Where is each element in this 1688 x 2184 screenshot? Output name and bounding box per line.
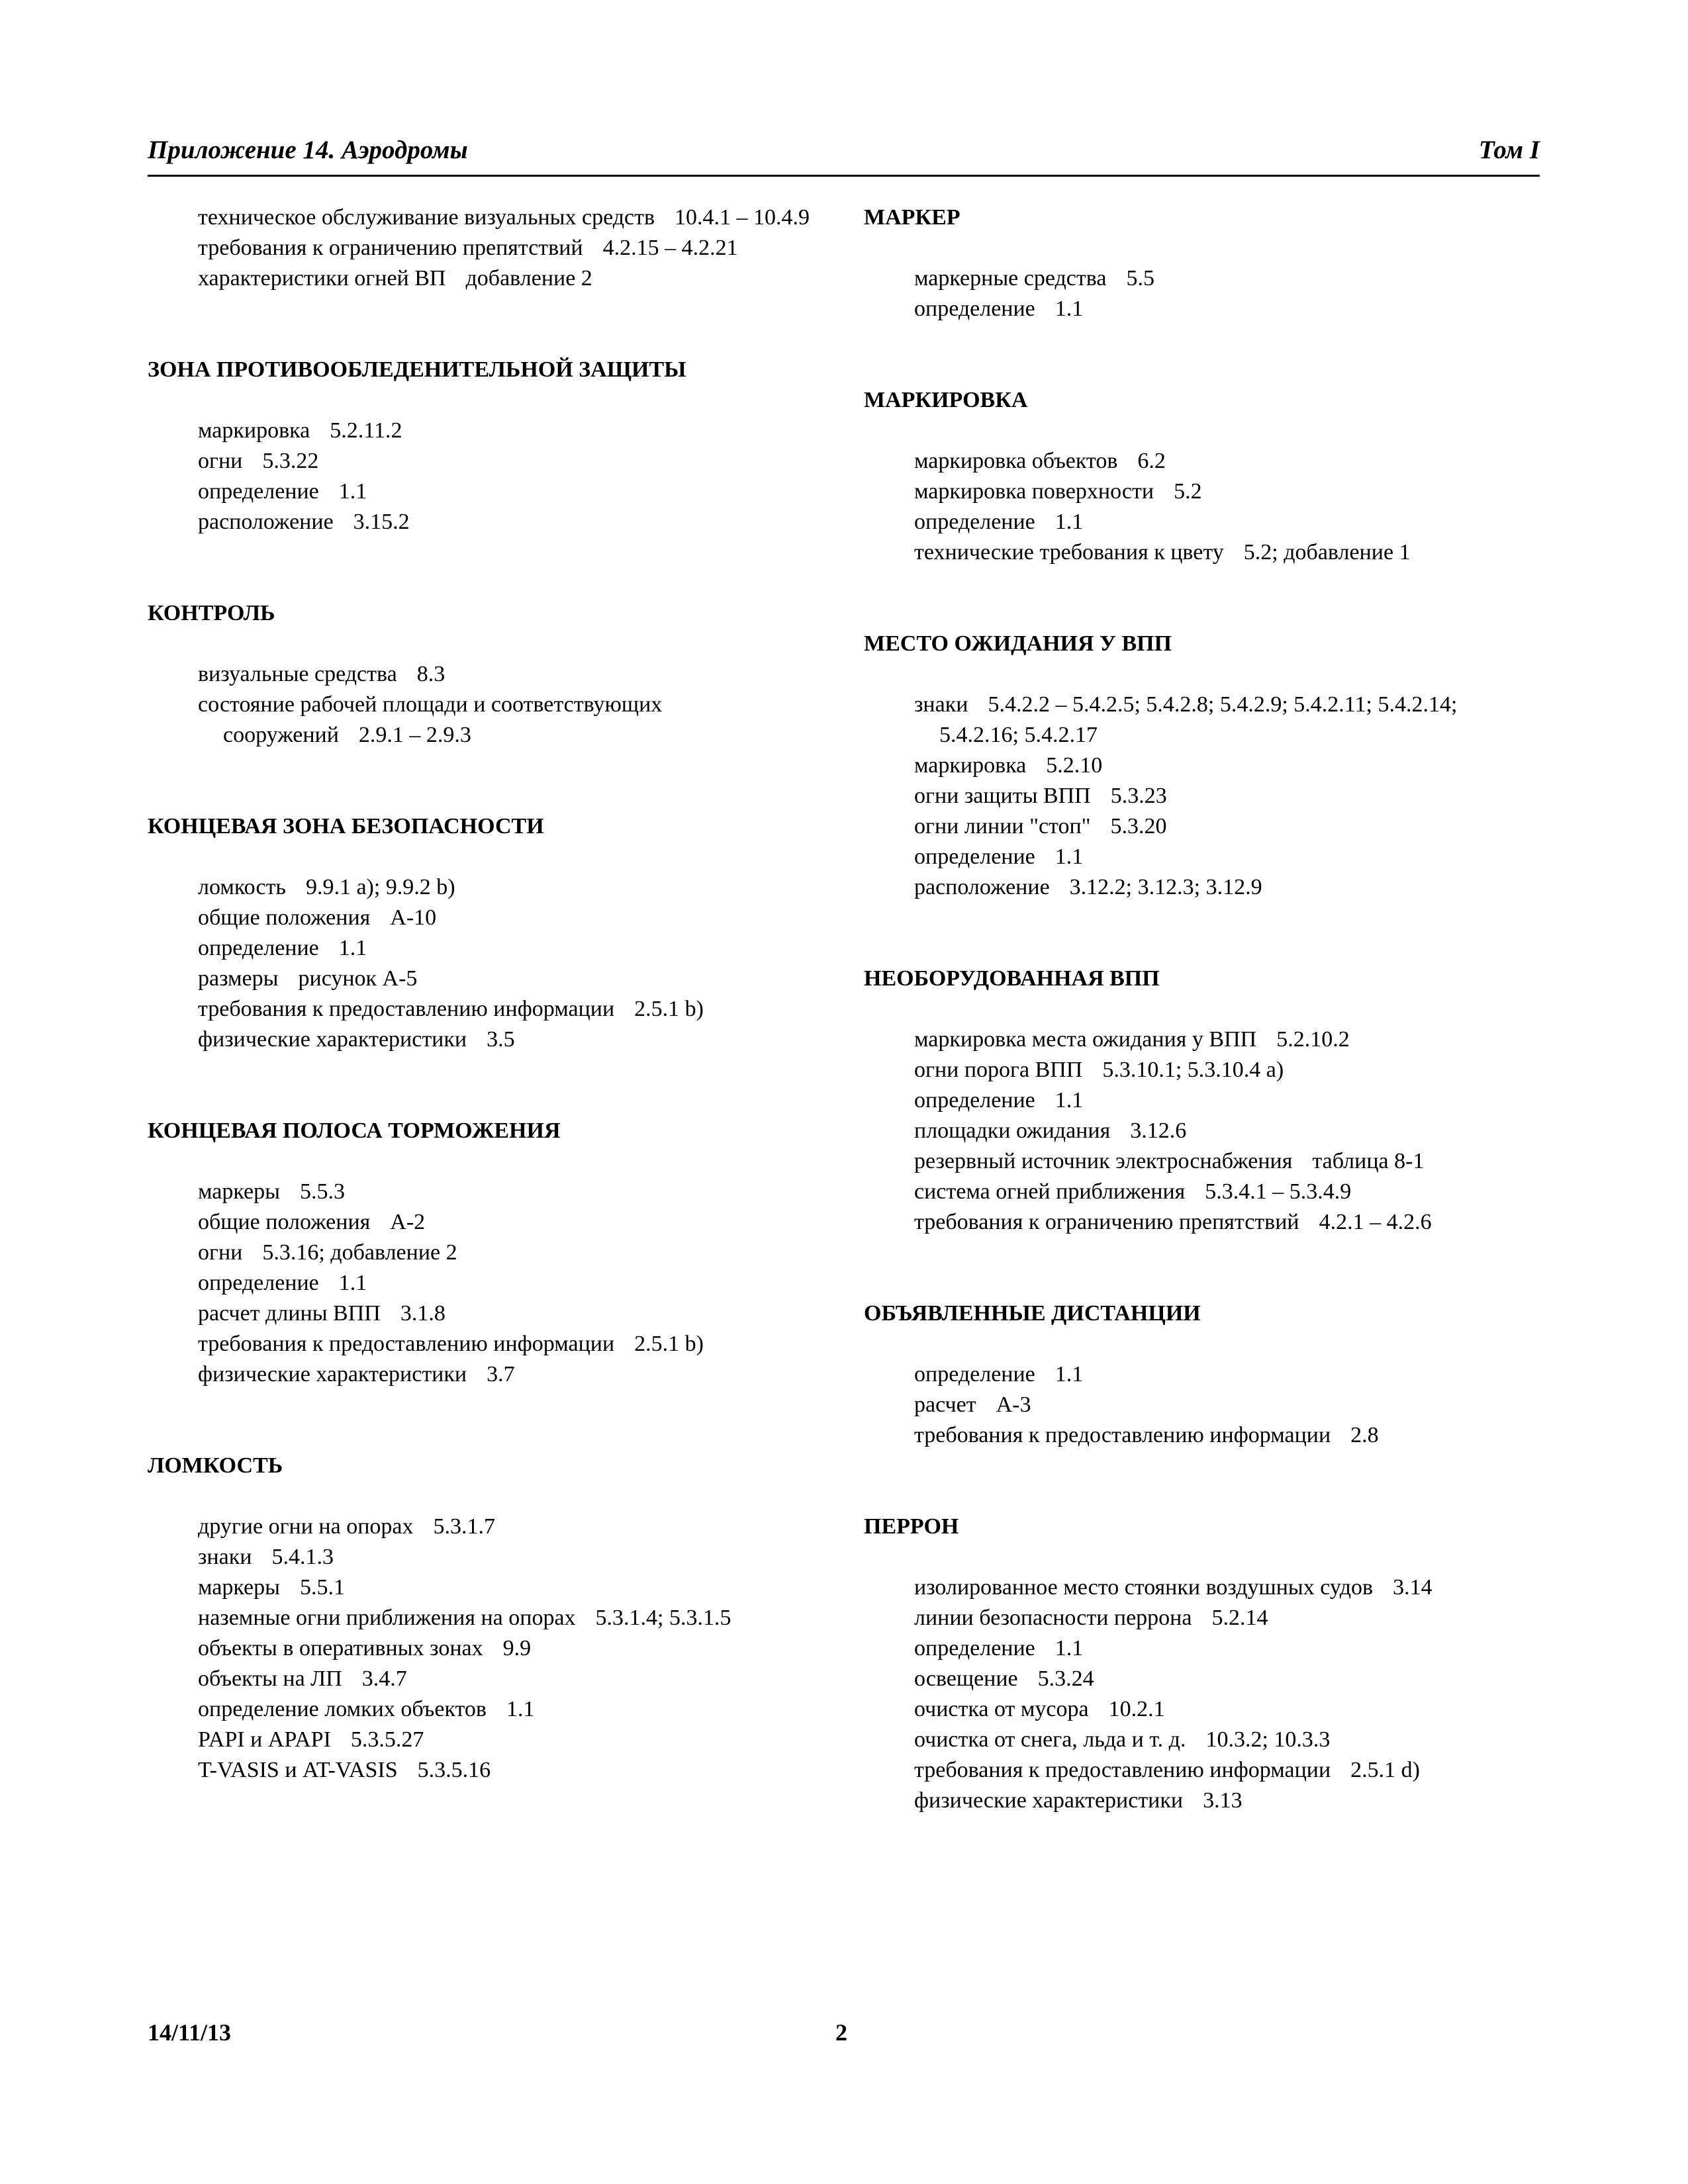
index-section — [148, 1116, 823, 1390]
entry-reference: 5.2.10 — [1046, 753, 1103, 778]
entry-reference: 5.3.4.1 – 5.3.4.9 — [1205, 1179, 1352, 1204]
index-entry — [914, 1420, 1540, 1451]
index-entry — [914, 1390, 1540, 1420]
entry-list — [148, 203, 823, 294]
index-entry — [198, 1298, 823, 1329]
entry-term: маркировка поверхности — [914, 479, 1154, 504]
index-entry — [198, 263, 823, 294]
entry-term: техническое обслуживание визуальных средств — [198, 205, 655, 230]
index-entry — [914, 1664, 1540, 1694]
entry-reference: 5.3.24 — [1037, 1666, 1094, 1691]
index-entry — [198, 1755, 823, 1786]
entry-list — [864, 263, 1540, 324]
entry-reference: 1.1 — [1055, 296, 1084, 321]
entry-reference: 3.5 — [487, 1027, 515, 1052]
entry-reference: 1.1 — [1055, 1636, 1084, 1661]
entry-reference: 5.2.14 — [1211, 1606, 1268, 1630]
index-entry — [914, 294, 1540, 324]
index-entry — [198, 1238, 823, 1268]
entry-term: определение — [914, 510, 1035, 534]
footer-page-number: 2 — [835, 2019, 847, 2046]
index-entry — [198, 964, 823, 994]
entry-list — [148, 659, 823, 751]
entry-term: состояние рабочей площади и соответствующих сооружений — [198, 692, 668, 747]
entry-reference: 5.2; добавление 1 — [1243, 540, 1411, 565]
index-section — [148, 355, 823, 537]
entry-term: требования к ограничению препятствий — [914, 1210, 1299, 1234]
index-entry — [198, 1603, 823, 1633]
entry-term: огни — [198, 449, 243, 473]
entry-reference: 3.7 — [487, 1362, 515, 1387]
index-entry — [198, 1329, 823, 1359]
entry-reference: 5.3.20 — [1110, 814, 1167, 839]
section-title: МЕСТО ОЖИДАНИЯ У ВПП — [864, 631, 1172, 656]
entry-reference: таблица 8-1 — [1312, 1149, 1425, 1173]
entry-reference: 5.5 — [1126, 266, 1154, 291]
header-volume: Том I — [1478, 136, 1540, 164]
index-entry — [198, 416, 823, 446]
entry-reference: 5.5.1 — [299, 1575, 345, 1600]
entry-reference: 5.3.22 — [262, 449, 319, 473]
entry-term: определение — [914, 1636, 1035, 1661]
entry-term: объекты в оперативных зонах — [198, 1636, 483, 1661]
entry-reference: 10.2.1 — [1108, 1697, 1165, 1721]
entry-reference: 9.9 — [502, 1636, 532, 1661]
entry-reference: 3.12.2; 3.12.3; 3.12.9 — [1069, 875, 1262, 899]
index-entry — [914, 1603, 1540, 1633]
index-entry — [198, 507, 823, 537]
entry-term: требования к ограничению препятствий — [198, 236, 583, 260]
entry-term: очистка от мусора — [914, 1697, 1089, 1721]
index-entry — [914, 537, 1540, 568]
entry-term: визуальные средства — [198, 662, 397, 686]
index-entry — [914, 690, 1540, 751]
index-entry — [198, 690, 823, 751]
entry-reference: 2.5.1 b) — [634, 1332, 704, 1356]
index-entry — [914, 1694, 1540, 1725]
entry-term: требования к предоставлению информации — [198, 1332, 615, 1356]
index-entry — [198, 1177, 823, 1207]
entry-term: определение — [198, 1271, 319, 1295]
entry-term: линии безопасности перрона — [914, 1606, 1192, 1630]
section-title: МАРКЕР — [864, 205, 961, 230]
entry-list — [864, 1024, 1540, 1238]
index-entry — [198, 872, 823, 903]
entry-term: определение — [198, 936, 319, 960]
entry-reference: A-10 — [390, 905, 437, 930]
section-separator — [864, 903, 1540, 964]
entry-list — [864, 1359, 1540, 1451]
entry-term: очистка от снега, льда и т. д. — [914, 1727, 1186, 1752]
section-title: ОБЪЯВЛЕННЫЕ ДИСТАНЦИИ — [864, 1301, 1201, 1326]
section-title: МАРКИРОВКА — [864, 388, 1028, 412]
entry-reference: 4.2.1 – 4.2.6 — [1319, 1210, 1432, 1234]
entry-list — [148, 1512, 823, 1786]
entry-term: физические характеристики — [198, 1027, 467, 1052]
index-entry — [198, 446, 823, 477]
index-entry — [198, 1359, 823, 1390]
index-section — [864, 385, 1540, 568]
entry-list — [148, 416, 823, 537]
entry-reference: 5.5.3 — [299, 1179, 345, 1204]
entry-reference: 5.4.1.3 — [271, 1545, 334, 1569]
entry-reference: 3.4.7 — [361, 1666, 407, 1691]
page-header — [148, 130, 1540, 177]
entry-term: маркеры — [198, 1575, 280, 1600]
index-entry — [198, 477, 823, 507]
entry-term: маркировка места ожидания у ВПП — [914, 1027, 1257, 1052]
section-separator — [864, 324, 1540, 385]
section-title: НЕОБОРУДОВАННАЯ ВПП — [864, 966, 1160, 991]
header-title: Приложение 14. Аэродромы — [148, 136, 468, 164]
entry-reference: 8.3 — [416, 662, 445, 686]
index-entry — [914, 1359, 1540, 1390]
index-entry — [914, 1755, 1540, 1786]
entry-reference: 5.4.2.2 – 5.4.2.5; 5.4.2.8; 5.4.2.9; 5.4.2.11; 5.4.2.14; 5.4.2.16; 5.4.2.17 — [939, 692, 1463, 747]
index-entry — [198, 933, 823, 964]
entry-term: характеристики огней ВП — [198, 266, 446, 291]
entry-reference: 5.2 — [1174, 479, 1202, 504]
entry-term: размеры — [198, 966, 279, 991]
entry-term: определение — [914, 296, 1035, 321]
index-section — [148, 203, 823, 294]
entry-term: другие огни на опорах — [198, 1514, 414, 1539]
entry-reference: 1.1 — [506, 1697, 535, 1721]
index-entry — [198, 233, 823, 263]
index-entry — [198, 1633, 823, 1664]
index-entry — [914, 1725, 1540, 1755]
entry-reference: 1.1 — [338, 1271, 367, 1295]
entry-term: огни — [198, 1240, 243, 1265]
entry-reference: 1.1 — [1055, 1362, 1084, 1387]
index-section — [864, 1512, 1540, 1816]
entry-reference: 10.4.1 – 10.4.9 — [675, 205, 810, 230]
entry-term: ломкость — [198, 875, 286, 899]
section-title: ПЕРРОН — [864, 1514, 959, 1539]
entry-term: T-VASIS и AT-VASIS — [198, 1758, 398, 1782]
index-entry — [914, 507, 1540, 537]
index-entry — [914, 1207, 1540, 1238]
entry-term: определение — [198, 479, 319, 504]
index-entry — [198, 1207, 823, 1238]
section-separator — [148, 294, 823, 355]
entry-term: система огней приближения — [914, 1179, 1186, 1204]
entry-reference: 5.3.23 — [1110, 784, 1167, 808]
entry-term: площадки ожидания — [914, 1118, 1111, 1143]
section-title: ЗОНА ПРОТИВООБЛЕДЕНИТЕЛЬНОЙ ЗАЩИТЫ — [148, 357, 686, 382]
section-separator — [864, 1451, 1540, 1512]
index-column-left — [148, 203, 823, 1786]
entry-term: огни линии "стоп" — [914, 814, 1091, 839]
index-section — [864, 203, 1540, 324]
section-separator — [148, 1390, 823, 1451]
index-entry — [198, 994, 823, 1024]
section-title: ЛОМКОСТЬ — [148, 1453, 283, 1478]
section-separator — [864, 568, 1540, 629]
index-entry — [198, 1542, 823, 1572]
entry-term: резервный источник электроснабжения — [914, 1149, 1293, 1173]
index-section — [864, 964, 1540, 1238]
index-entry — [914, 781, 1540, 811]
index-entry — [198, 903, 823, 933]
entry-term: требования к предоставлению информации — [198, 997, 615, 1021]
entry-term: расположение — [914, 875, 1050, 899]
entry-reference: 3.13 — [1203, 1788, 1243, 1813]
entry-reference: 3.1.8 — [400, 1301, 445, 1326]
entry-reference: 4.2.15 – 4.2.21 — [602, 236, 738, 260]
entry-reference: 5.3.5.16 — [417, 1758, 491, 1782]
index-entry — [914, 842, 1540, 872]
index-entry — [914, 1177, 1540, 1207]
index-entry — [198, 659, 823, 690]
entry-reference: 9.9.1 a); 9.9.2 b) — [305, 875, 455, 899]
index-entry — [914, 477, 1540, 507]
index-entry — [914, 751, 1540, 781]
index-column-right — [864, 203, 1540, 1816]
entry-term: определение — [914, 1088, 1035, 1113]
index-entry — [198, 1024, 823, 1055]
entry-reference: 1.1 — [338, 936, 367, 960]
index-section — [148, 811, 823, 1055]
entry-reference: 3.15.2 — [353, 510, 410, 534]
index-entry — [914, 1786, 1540, 1816]
entry-term: определение ломких объектов — [198, 1697, 487, 1721]
index-entry — [914, 1055, 1540, 1085]
section-separator — [864, 1238, 1540, 1298]
entry-term: требования к предоставлению информации — [914, 1423, 1331, 1447]
entry-term: расчет — [914, 1392, 976, 1417]
index-entry — [198, 1664, 823, 1694]
index-section — [864, 629, 1540, 903]
entry-term: маркировка — [914, 753, 1027, 778]
index-entry — [914, 1572, 1540, 1603]
entry-reference: 3.12.6 — [1130, 1118, 1187, 1143]
section-title: КОНЦЕВАЯ ЗОНА БЕЗОПАСНОСТИ — [148, 814, 544, 839]
entry-reference: 3.14 — [1393, 1575, 1432, 1600]
entry-term: огни порога ВПП — [914, 1058, 1083, 1082]
index-entry — [198, 1572, 823, 1603]
entry-term: наземные огни приближения на опорах — [198, 1606, 576, 1630]
entry-term: определение — [914, 844, 1035, 869]
index-section — [148, 598, 823, 751]
index-entry — [198, 1268, 823, 1298]
entry-term: знаки — [914, 692, 968, 717]
entry-reference: 5.3.1.7 — [433, 1514, 495, 1539]
entry-list — [148, 1177, 823, 1390]
index-entry — [914, 1633, 1540, 1664]
entry-term: освещение — [914, 1666, 1018, 1691]
entry-term: расчет длины ВПП — [198, 1301, 381, 1326]
entry-reference: рисунок A-5 — [298, 966, 418, 991]
entry-reference: 1.1 — [338, 479, 367, 504]
index-entry — [198, 203, 823, 233]
entry-list — [148, 872, 823, 1055]
entry-reference: 5.3.16; добавление 2 — [262, 1240, 457, 1265]
entry-term: расположение — [198, 510, 334, 534]
index-entry — [914, 811, 1540, 842]
entry-list — [864, 690, 1540, 903]
index-entry — [198, 1512, 823, 1542]
entry-reference: 10.3.2; 10.3.3 — [1205, 1727, 1331, 1752]
entry-reference: A-3 — [996, 1392, 1031, 1417]
section-title: КОНТРОЛЬ — [148, 601, 275, 625]
footer-date: 14/11/13 — [148, 2019, 232, 2046]
entry-term: технические требования к цвету — [914, 540, 1224, 565]
section-separator — [148, 1055, 823, 1116]
index-entry — [198, 1725, 823, 1755]
entry-reference: 6.2 — [1137, 449, 1166, 473]
index-entry — [914, 872, 1540, 903]
section-separator — [148, 751, 823, 811]
entry-reference: A-2 — [390, 1210, 426, 1234]
entry-term: общие положения — [198, 1210, 371, 1234]
entry-term: требования к предоставлению информации — [914, 1758, 1331, 1782]
index-entry — [914, 263, 1540, 294]
entry-reference: 2.5.1 d) — [1350, 1758, 1420, 1782]
section-separator — [148, 537, 823, 598]
entry-term: общие положения — [198, 905, 371, 930]
entry-term: физические характеристики — [914, 1788, 1184, 1813]
entry-reference: 1.1 — [1055, 1088, 1084, 1113]
entry-reference: 2.8 — [1350, 1423, 1379, 1447]
index-entry — [914, 1085, 1540, 1116]
entry-reference: 5.2.10.2 — [1276, 1027, 1350, 1052]
entry-term: маркерные средства — [914, 266, 1107, 291]
entry-reference: 2.9.1 – 2.9.3 — [358, 723, 471, 747]
entry-list — [864, 446, 1540, 568]
index-entry — [914, 446, 1540, 477]
entry-reference: 2.5.1 b) — [634, 997, 704, 1021]
entry-reference: 1.1 — [1055, 844, 1084, 869]
section-title: КОНЦЕВАЯ ПОЛОСА ТОРМОЖЕНИЯ — [148, 1118, 561, 1143]
entry-reference: 5.3.10.1; 5.3.10.4 a) — [1102, 1058, 1284, 1082]
index-section — [148, 1451, 823, 1786]
entry-term: маркеры — [198, 1179, 280, 1204]
entry-reference: 5.3.5.27 — [350, 1727, 424, 1752]
entry-reference: 1.1 — [1055, 510, 1084, 534]
entry-term: знаки — [198, 1545, 252, 1569]
index-entry — [914, 1116, 1540, 1146]
entry-term: изолированное место стоянки воздушных судов — [914, 1575, 1374, 1600]
index-entry — [198, 1694, 823, 1725]
entry-term: маркировка объектов — [914, 449, 1118, 473]
entry-term: физические характеристики — [198, 1362, 467, 1387]
entry-reference: 5.2.11.2 — [330, 418, 402, 443]
entry-reference: добавление 2 — [465, 266, 592, 291]
entry-term: PAPI и APAPI — [198, 1727, 331, 1752]
entry-list — [864, 1572, 1540, 1816]
entry-term: определение — [914, 1362, 1035, 1387]
entry-term: огни защиты ВПП — [914, 784, 1091, 808]
entry-term: маркировка — [198, 418, 310, 443]
entry-reference: 5.3.1.4; 5.3.1.5 — [595, 1606, 731, 1630]
index-section — [864, 1298, 1540, 1451]
index-entry — [914, 1146, 1540, 1177]
entry-term: объекты на ЛП — [198, 1666, 342, 1691]
index-entry — [914, 1024, 1540, 1055]
